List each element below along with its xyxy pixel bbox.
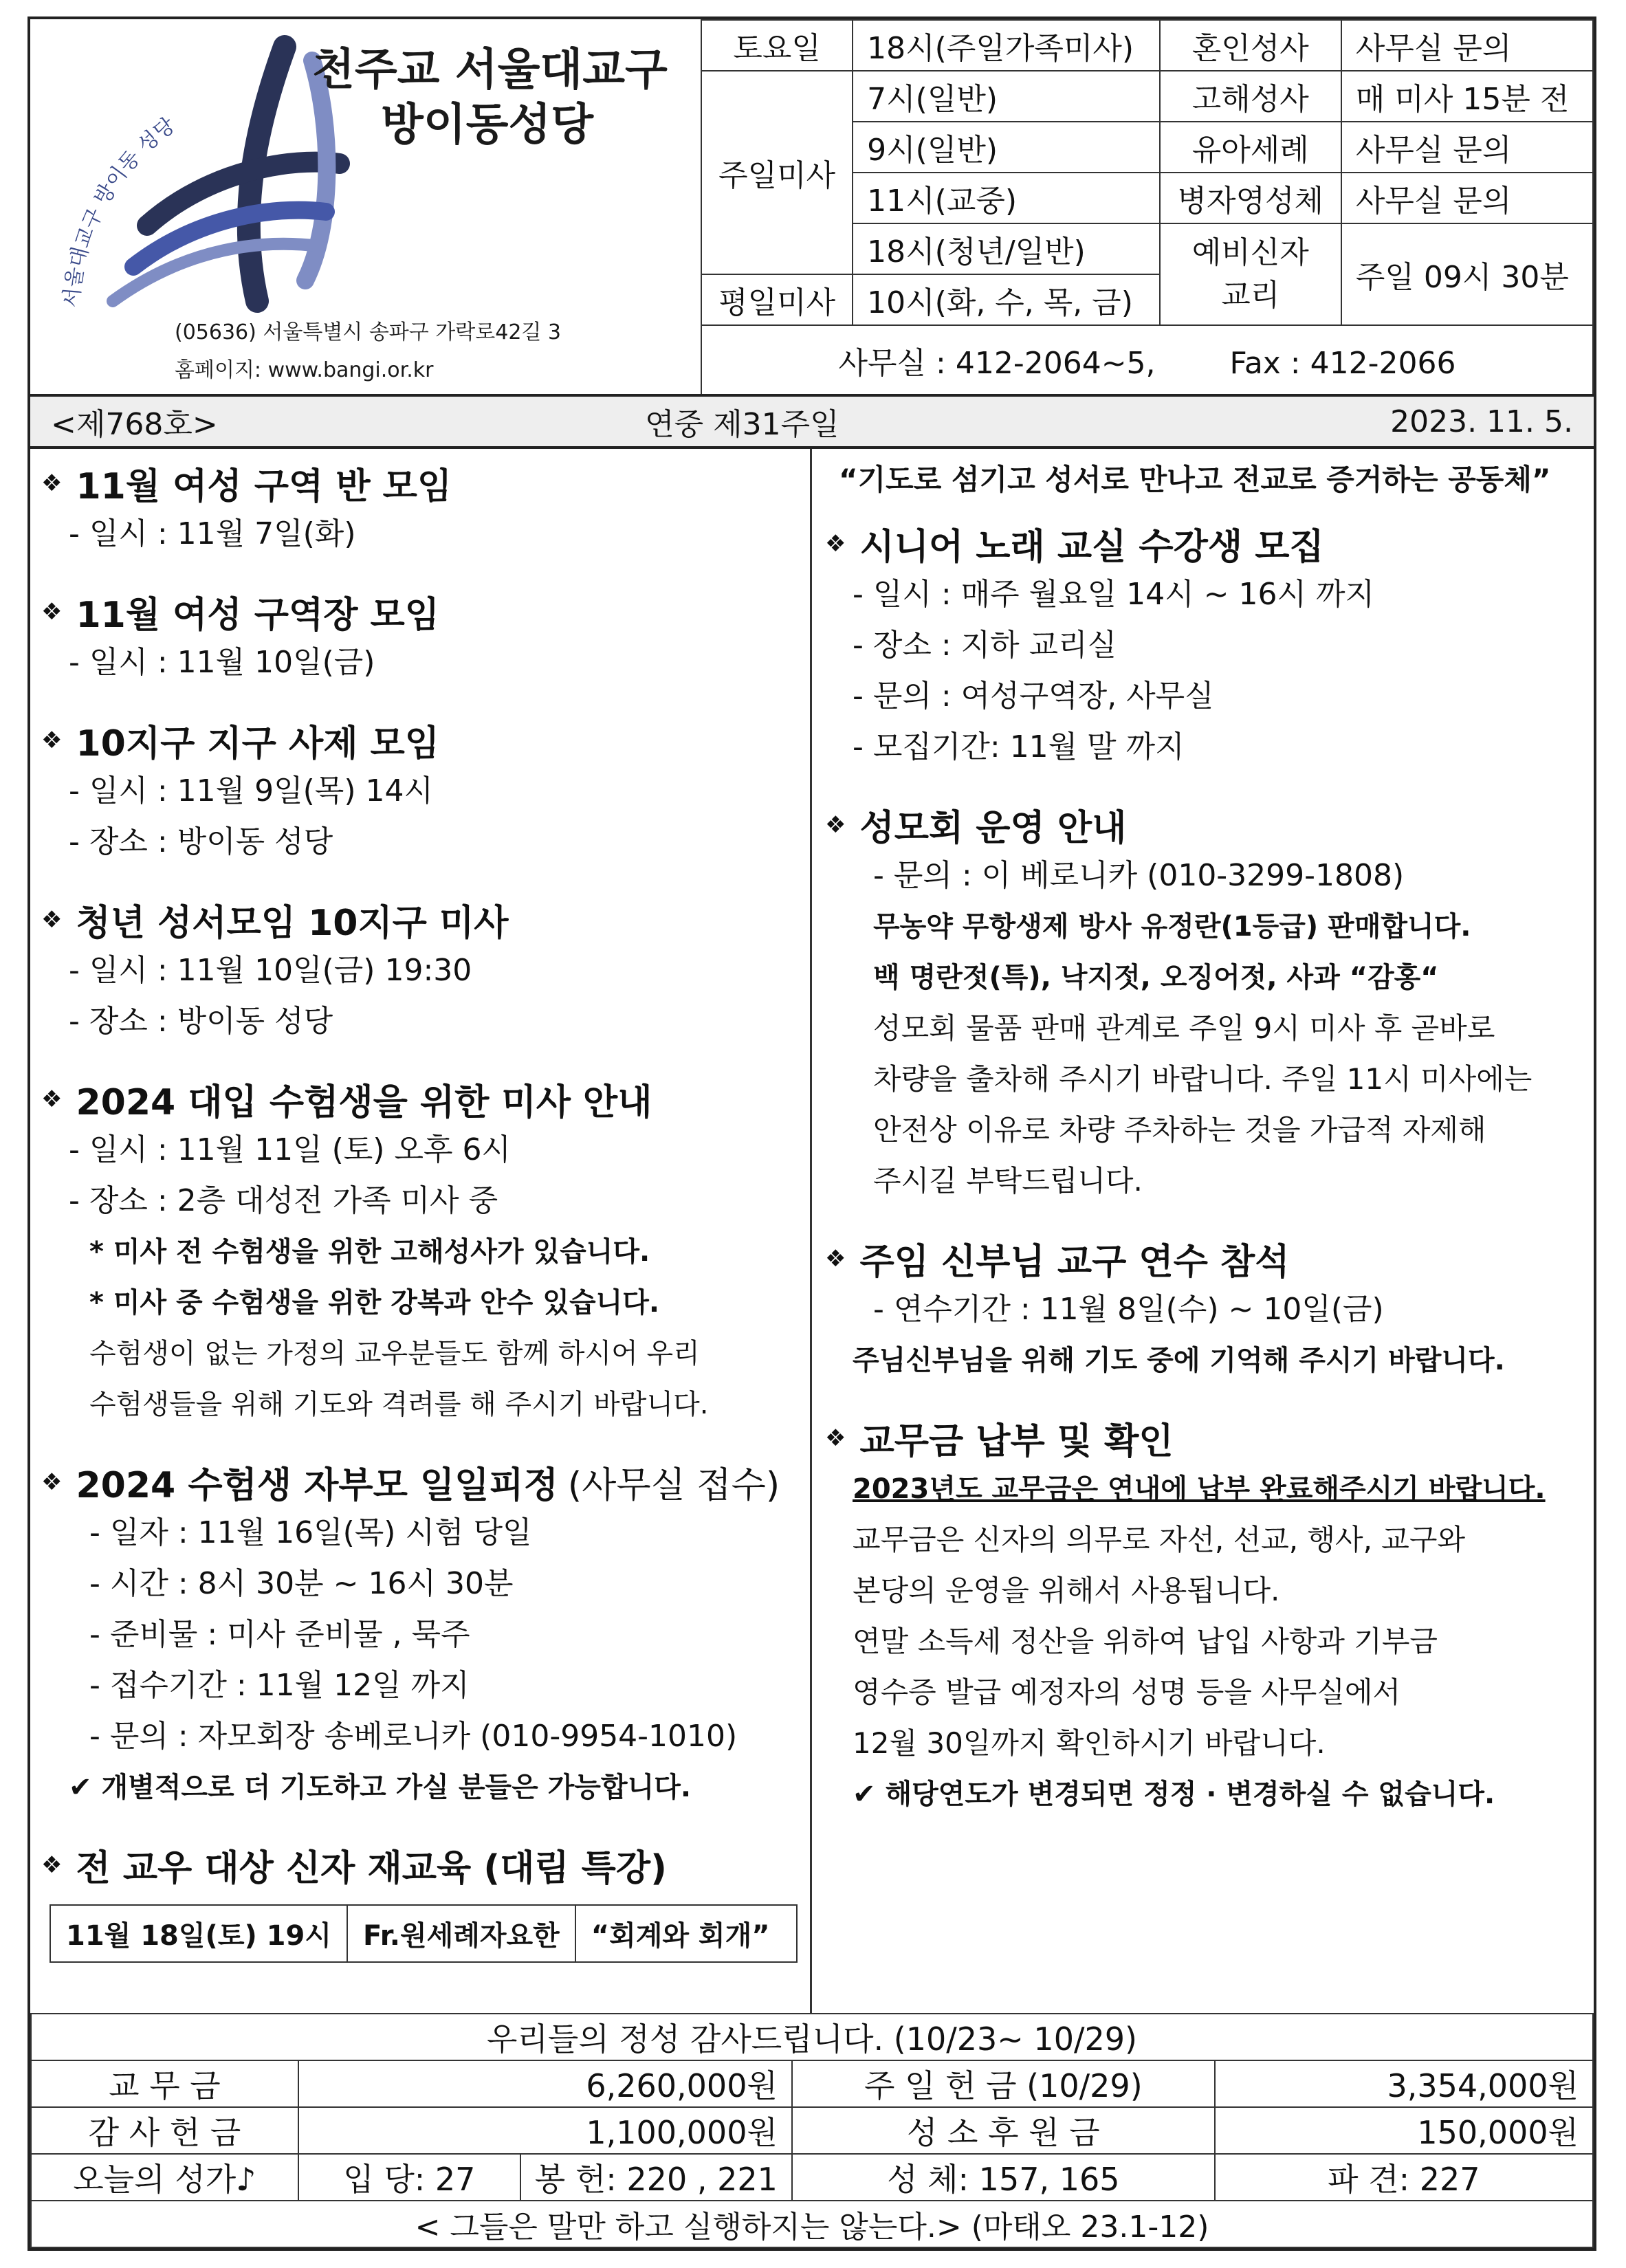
catechumen-value: 주일 09시 30분 xyxy=(1341,223,1593,325)
lecture-speaker: Fr.원세례자요한 xyxy=(347,1905,575,1962)
paragraph-line: 안전상 이유로 차량 주차하는 것을 가급적 자제해 xyxy=(873,1113,1486,1147)
detail-line: - 문의 : 자모회장 송베로니카 (010-9954-1010) xyxy=(89,1719,738,1754)
lecture-table xyxy=(50,1904,798,1963)
section-title: 성모회 운영 안내 xyxy=(859,808,1127,849)
diamond-bullet-icon: ❖ xyxy=(41,469,63,497)
parish-logo xyxy=(30,19,701,390)
section-title: 10지구 지구 사제 모임 xyxy=(76,723,440,764)
section-heading xyxy=(41,457,798,509)
section-heading xyxy=(41,1839,798,1891)
paragraph-line: 교무금은 신자의 의무로 자선, 선교, 행사, 교구와 xyxy=(853,1523,1466,1556)
detail-line: - 장소 : 방이동 성당 xyxy=(69,1004,333,1039)
offering-label: 성 소 후 원 금 xyxy=(792,2107,1215,2154)
offering-value: 3,354,000원 xyxy=(1215,2060,1593,2107)
diamond-bullet-icon: ❖ xyxy=(41,1085,63,1113)
thanks-banner: 우리들의 정성 감사드립니다. (10/23~ 10/29) xyxy=(31,2014,1593,2060)
office-contact xyxy=(701,325,1593,395)
lecture-topic: “회계와 회개” xyxy=(575,1905,797,1962)
catechumen-label-line1: 예비신자 xyxy=(1191,235,1309,270)
offering-label: 교 무 금 xyxy=(31,2060,298,2107)
saturday-label: 토요일 xyxy=(701,20,853,71)
offering-label: 감 사 헌 금 xyxy=(31,2107,298,2154)
weekday-label: 평일미사 xyxy=(701,274,853,325)
note-line: * 미사 전 수험생을 위한 고해성사가 있습니다. xyxy=(89,1236,650,1268)
sacrament-label: 고해성사 xyxy=(1160,71,1341,122)
hymn-dismissal: 파 견: 227 xyxy=(1215,2154,1593,2201)
detail-line: - 장소 : 방이동 성당 xyxy=(69,824,333,859)
column-divider xyxy=(810,449,812,2013)
detail-line: - 연수기간 : 11월 8일(수) ~ 10일(금) xyxy=(873,1292,1384,1327)
parish-address: (05636) 서울특별시 송파구 가락로42길 3 xyxy=(175,320,562,344)
section-title: 전 교우 대상 신자 재교육 (대림 특강) xyxy=(76,1848,667,1889)
paragraph-line: 수험생이 없는 가정의 교우분들도 함께 하시어 우리 xyxy=(89,1338,700,1369)
parish-motto: “기도로 섬기고 성서로 만나고 전교로 증거하는 공동체” xyxy=(839,463,1551,496)
hymn-offertory: 봉 헌: 220 , 221 xyxy=(520,2154,792,2201)
section-heading xyxy=(825,1233,1581,1284)
detail-line: - 일시 : 11월 10일(금) 19:30 xyxy=(69,953,472,988)
paragraph-line: 영수증 발급 예정자의 성명 등을 사무실에서 xyxy=(853,1675,1401,1709)
section-title: 2024 대입 수험생을 위한 미사 안내 xyxy=(76,1082,652,1123)
right-column xyxy=(825,457,1581,1820)
diamond-bullet-icon: ❖ xyxy=(41,726,63,754)
detail-line: - 일자 : 11월 16일(목) 시험 당일 xyxy=(89,1515,532,1550)
note-line: * 미사 중 수험생을 위한 강복과 안수 있습니다. xyxy=(89,1287,660,1319)
paragraph-line: 차량을 출차해 주시기 바랍니다. 주일 11시 미사에는 xyxy=(873,1062,1532,1096)
detail-line: - 접수기간 : 11월 12일 까지 xyxy=(89,1668,470,1703)
section-heading xyxy=(825,799,1581,850)
sunday-time: 9시(일반) xyxy=(853,122,1159,173)
parish-name-line1: 천주교 서울대교구 xyxy=(312,45,668,96)
detail-line: - 일시 : 11월 10일(금) xyxy=(69,645,375,680)
check-note-line: ✔ 개별적으로 더 기도하고 가실 분들은 가능합니다. xyxy=(69,1772,692,1803)
section-heading xyxy=(825,1412,1581,1464)
sacrament-value: 사무실 문의 xyxy=(1341,173,1593,223)
offering-value: 6,260,000원 xyxy=(298,2060,792,2107)
diamond-bullet-icon: ❖ xyxy=(825,529,846,558)
diamond-bullet-icon: ❖ xyxy=(41,1851,63,1879)
section-heading xyxy=(41,1456,798,1508)
diamond-bullet-icon: ❖ xyxy=(41,1468,63,1496)
bold-line: 무농약 무항생제 방사 유정란(1등급) 판매합니다. xyxy=(873,911,1471,943)
weekday-time: 10시(화, 수, 목, 금) xyxy=(853,274,1159,325)
section-title: 교무금 납부 및 확인 xyxy=(859,1421,1174,1462)
diamond-bullet-icon: ❖ xyxy=(825,1424,846,1452)
section-title: 2024 수험생 자부모 일일피정 xyxy=(76,1465,558,1506)
sunday-time: 18시(청년/일반) xyxy=(853,223,1159,274)
paragraph-line: 수험생들을 위해 기도와 격려를 해 주시기 바랍니다. xyxy=(89,1389,709,1420)
detail-line: - 장소 : 지하 교리실 xyxy=(853,628,1117,663)
detail-line: - 문의 : 여성구역장, 사무실 xyxy=(853,679,1214,714)
section-title: 청년 성서모임 10지구 미사 xyxy=(76,903,509,944)
section-heading xyxy=(41,894,798,945)
bold-line: 백 명란젓(특), 낙지젓, 오징어젓, 사과 “감홍“ xyxy=(873,962,1439,993)
hymn-label: 오늘의 성가♪ xyxy=(31,2154,298,2201)
left-column xyxy=(41,457,798,1963)
underlined-line: 2023년도 교무금은 연내에 납부 완료해주시기 바랍니다. xyxy=(853,1473,1546,1505)
detail-line: - 장소 : 2층 대성전 가족 미사 중 xyxy=(69,1183,498,1218)
diamond-bullet-icon: ❖ xyxy=(825,811,846,839)
parish-header xyxy=(30,19,701,390)
office-fax: Fax : 412-2066 xyxy=(1229,346,1456,381)
lecture-date: 11월 18일(토) 19시 xyxy=(50,1905,347,1962)
sunday-time: 7시(일반) xyxy=(853,71,1159,122)
sacrament-value: 사무실 문의 xyxy=(1341,20,1593,71)
sacrament-value: 사무실 문의 xyxy=(1341,122,1593,173)
sunday-label: 주일미사 xyxy=(701,71,853,274)
gospel-quote: < 그들은 말만 하고 실행하지는 않는다.> (마태오 23.1-12) xyxy=(31,2201,1593,2247)
section-title: 시니어 노래 교실 수강생 모집 xyxy=(859,527,1324,568)
paragraph-line: 12월 30일까지 확인하시기 바랍니다. xyxy=(853,1726,1326,1760)
detail-line: - 문의 : 이 베로니카 (010-3299-1808) xyxy=(873,858,1405,893)
catechumen-label xyxy=(1160,223,1341,325)
check-note-line: ✔ 해당연도가 변경되면 정정 · 변경하실 수 없습니다. xyxy=(853,1779,1495,1810)
sacrament-label: 유아세례 xyxy=(1160,122,1341,173)
sunday-time: 11시(교중) xyxy=(853,173,1159,223)
detail-line: - 일시 : 매주 월요일 14시 ~ 16시 까지 xyxy=(853,577,1374,612)
issue-bar xyxy=(30,394,1594,449)
detail-line: - 일시 : 11월 9일(목) 14시 xyxy=(69,773,433,808)
paragraph-line: 주시길 부탁드립니다. xyxy=(873,1164,1143,1198)
section-heading xyxy=(825,518,1581,569)
section-heading xyxy=(41,714,798,766)
sacrament-value: 매 미사 15분 전 xyxy=(1341,71,1593,122)
offering-label: 주 일 헌 금 (10/29) xyxy=(792,2060,1215,2107)
parish-name-line2: 방이동성당 xyxy=(381,100,594,151)
section-title: 11월 여성 구역장 모임 xyxy=(76,595,440,636)
section-heading xyxy=(41,1073,798,1125)
offering-table xyxy=(30,2013,1594,2248)
hymn-entrance: 입 당: 27 xyxy=(298,2154,520,2201)
hymn-communion: 성 체: 157, 165 xyxy=(792,2154,1215,2201)
detail-line: - 모집기간: 11월 말 까지 xyxy=(853,729,1185,764)
mass-schedule-table xyxy=(701,19,1594,396)
detail-line: - 시간 : 8시 30분 ~ 16시 30분 xyxy=(89,1566,514,1601)
section-title: 11월 여성 구역 반 모임 xyxy=(76,466,452,507)
detail-line: - 일시 : 11월 11일 (토) 오후 6시 xyxy=(69,1132,511,1167)
paragraph-line: 연말 소득세 정산을 위하여 납입 사항과 기부금 xyxy=(853,1625,1438,1658)
detail-line: - 준비물 : 미사 준비물 , 묵주 xyxy=(89,1617,470,1652)
section-title-suffix: (사무실 접수) xyxy=(567,1465,780,1506)
diamond-bullet-icon: ❖ xyxy=(825,1244,846,1273)
sacrament-label: 병자영성체 xyxy=(1160,173,1341,223)
offering-value: 150,000원 xyxy=(1215,2107,1593,2154)
section-title: 주임 신부님 교구 연수 참석 xyxy=(859,1242,1290,1283)
paragraph-line: 성모회 물품 판매 관계로 주일 9시 미사 후 곧바로 xyxy=(873,1011,1495,1045)
saturday-time: 18시(주일가족미사) xyxy=(853,20,1159,71)
sacrament-label: 혼인성사 xyxy=(1160,20,1341,71)
office-phone: 사무실 : 412-2064~5, xyxy=(838,346,1156,381)
diamond-bullet-icon: ❖ xyxy=(41,597,63,626)
logo-arc-text: 서울대교구 방이동 성당 xyxy=(59,113,180,309)
offering-value: 1,100,000원 xyxy=(298,2107,792,2154)
paragraph-line: 본당의 운영을 위해서 사용됩니다. xyxy=(853,1574,1280,1607)
issue-number: <제768호> xyxy=(51,407,218,442)
diamond-bullet-icon: ❖ xyxy=(41,905,63,934)
parish-homepage: 홈페이지: www.bangi.or.kr xyxy=(175,358,434,382)
bold-line: 주님신부님을 위해 기도 중에 기억해 주시기 바랍니다. xyxy=(853,1345,1505,1376)
section-heading xyxy=(41,586,798,637)
issue-date: 2023. 11. 5. xyxy=(1390,404,1573,439)
detail-line: - 일시 : 11월 7일(화) xyxy=(69,516,356,551)
catechumen-label-line2: 교리 xyxy=(1221,278,1280,313)
liturgical-week: 연중 제31주일 xyxy=(645,407,839,442)
